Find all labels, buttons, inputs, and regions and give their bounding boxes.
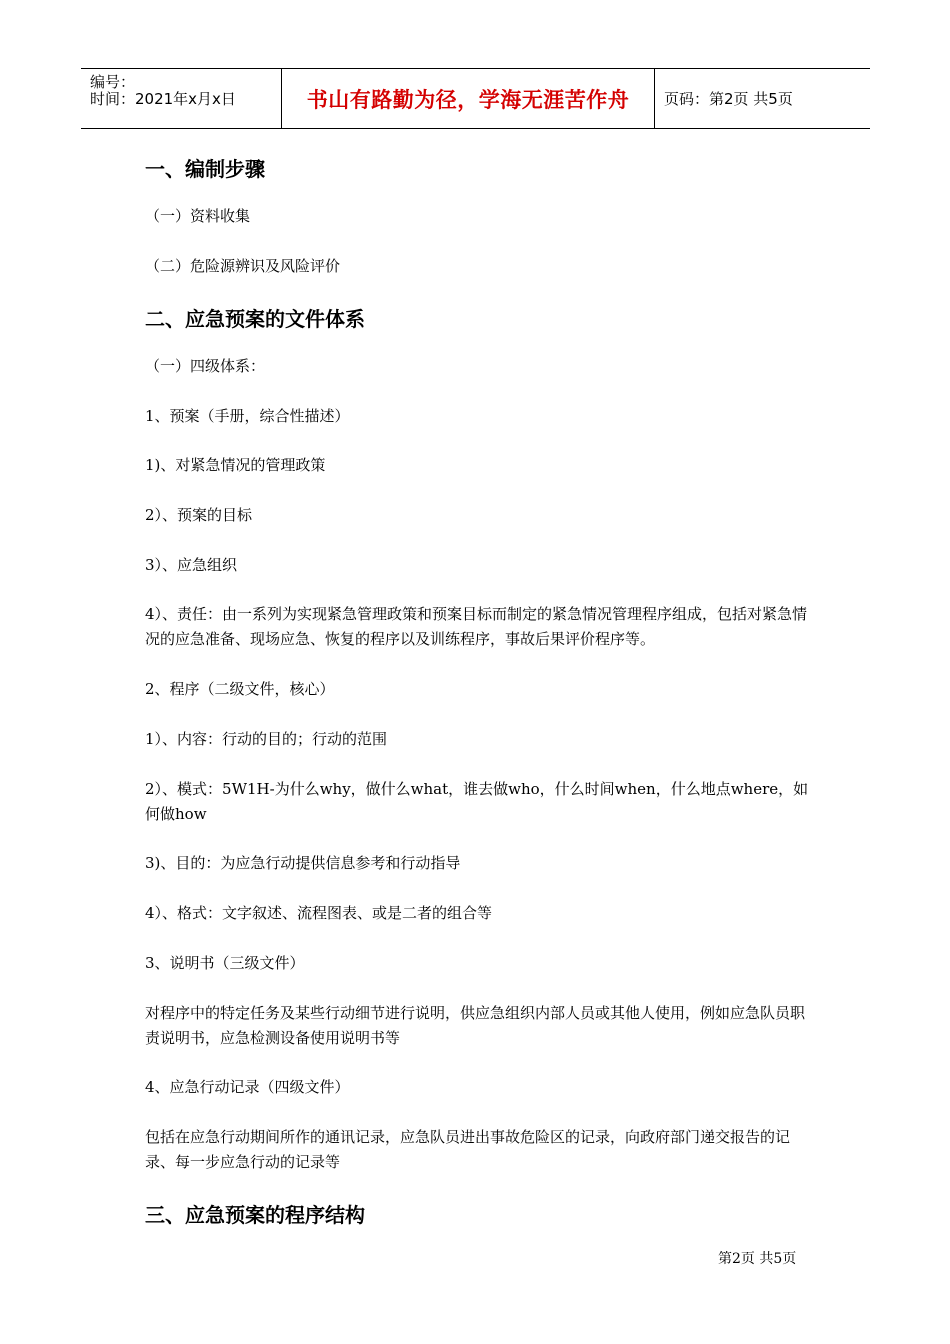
page-footer: 第2页 共5页 [718,1251,797,1267]
paragraph: 4、应急行动记录（四级文件） [145,1078,350,1096]
paragraph: （二）危险源辨识及风险评价 [145,257,341,275]
paragraph: 1)、对紧急情况的管理政策 [145,456,326,474]
paragraph: （一）四级体系： [145,357,266,375]
section-heading: 一、编制步骤 [145,157,265,181]
header-motto-cell [281,69,655,128]
section-heading: 三、应急预案的程序结构 [145,1203,365,1227]
paragraph: 对程序中的特定任务及某些行动细节进行说明，供应急组织内部人员或其他人使用，例如应急队员职责说明书，应急检测设备使用说明书等 [145,1004,806,1047]
paragraph: 2）、模式：5W1H-为什么why，做什么what，谁去做who，什么时间when，什么地点where，如何做how [145,780,809,823]
paragraph: 2、程序（二级文件，核心） [145,680,335,698]
paragraph: 3)、目的：为应急行动提供信息参考和行动指导 [145,854,461,872]
paragraph: 3、说明书（三级文件） [145,954,305,972]
paragraph: 1、预案（手册，综合性描述） [145,407,350,425]
paragraph: 1）、内容：行动的目的；行动的范围 [145,730,388,748]
section-heading: 二、应急预案的文件体系 [145,307,365,331]
header-motto: 书山有路勤为径，学海无涯苦作舟 [306,87,630,112]
paragraph: 2）、预案的目标 [145,506,253,524]
paragraph: 3）、应急组织 [145,556,238,574]
header-meta [81,69,281,128]
paragraph: （一）资料收集 [145,207,251,225]
document-date-label: 时间：2021年x月x日 [90,90,236,108]
document-header [81,68,870,129]
header-page-label: 页码：第2页 共5页 [664,90,793,108]
paragraph: 4）、责任：由一系列为实现紧急管理政策和预案目标而制定的紧急情况管理程序组成，包括对紧急情况的应急准备、现场应急、恢复的程序以及训练程序，事故后果评价程序等。 [145,605,808,648]
paragraph: 包括在应急行动期间所作的通讯记录，应急队员进出事故危险区的记录，向政府部门递交报告的记录、每一步应急行动的记录等 [145,1128,791,1171]
document-number-label: 编号： [90,73,136,91]
paragraph: 4）、格式：文字叙述、流程图表、或是二者的组合等 [145,904,493,922]
header-page-cell [655,69,870,128]
